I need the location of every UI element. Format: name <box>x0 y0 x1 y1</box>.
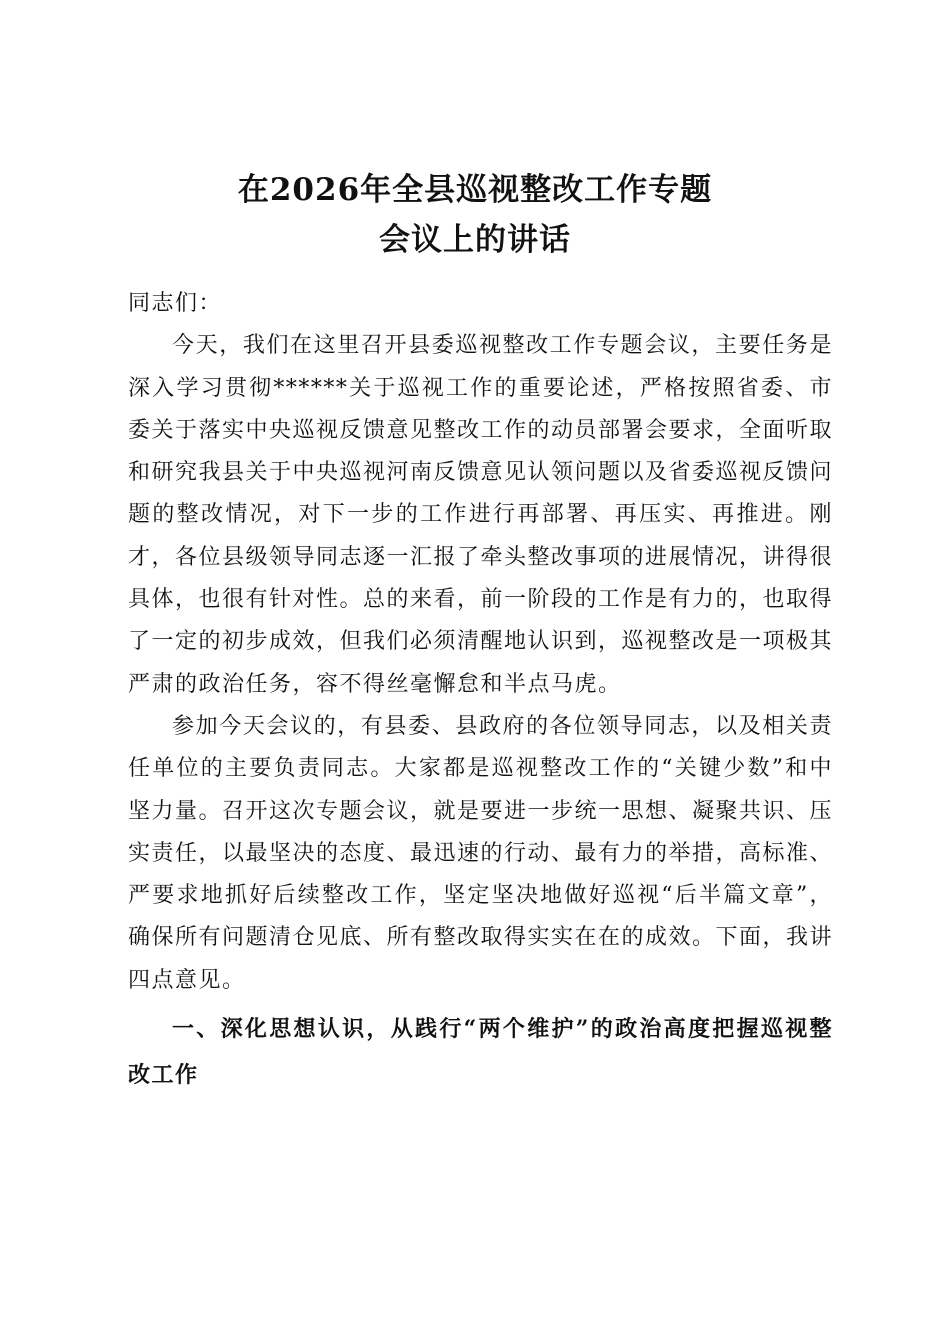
paragraph: 参加今天会议的，有县委、县政府的各位领导同志，以及相关责任单位的主要负责同志。大家都是巡视整改工作的“关键少数”和中坚力量。召开这次专题会议，就是要进一步统一思想、凝聚共识、压实责任，以最坚决的态度、最迅速的行动、最有力的举措，高标准、严要求地抓好后续整改工作，坚定坚决地做好巡视“后半篇文章”，确保所有问题清仓见底、所有整改取得实实在在的成效。下面，我讲四点意见。 <box>128 713 834 993</box>
salutation: 同志们： <box>128 291 223 316</box>
document-title <box>0 165 950 265</box>
paragraph: 今天，我们在这里召开县委巡视整改工作专题会议，主要任务是深入学习贯彻******关于巡视工作的重要论述，严格按照省委、市委关于落实中央巡视反馈意见整改工作的动员部署会要求，全面听取和研究我县关于中央巡视河南反馈意见认领问题以及省委巡视反馈问题的整改情况，对下一步的工作进行再部署、再压实、再推进。刚才，各位县级领导同志逐一汇报了牵头整改事项的进展情况，讲得很具体，也很有针对性。总的来看，前一阶段的工作是有力的，也取得了一定的初步成效，但我们必须清醒地认识到，巡视整改是一项极其严肃的政治任务，容不得丝毫懈怠和半点马虎。 <box>128 333 834 697</box>
title-line-2: 会议上的讲话 <box>379 222 571 258</box>
document-body <box>128 283 833 1098</box>
title-line-1: 在2026年全县巡视整改工作专题 <box>237 172 713 208</box>
section-heading: 一、深化思想认识，从践行“两个维护”的政治高度把握巡视整改工作 <box>128 1016 833 1089</box>
